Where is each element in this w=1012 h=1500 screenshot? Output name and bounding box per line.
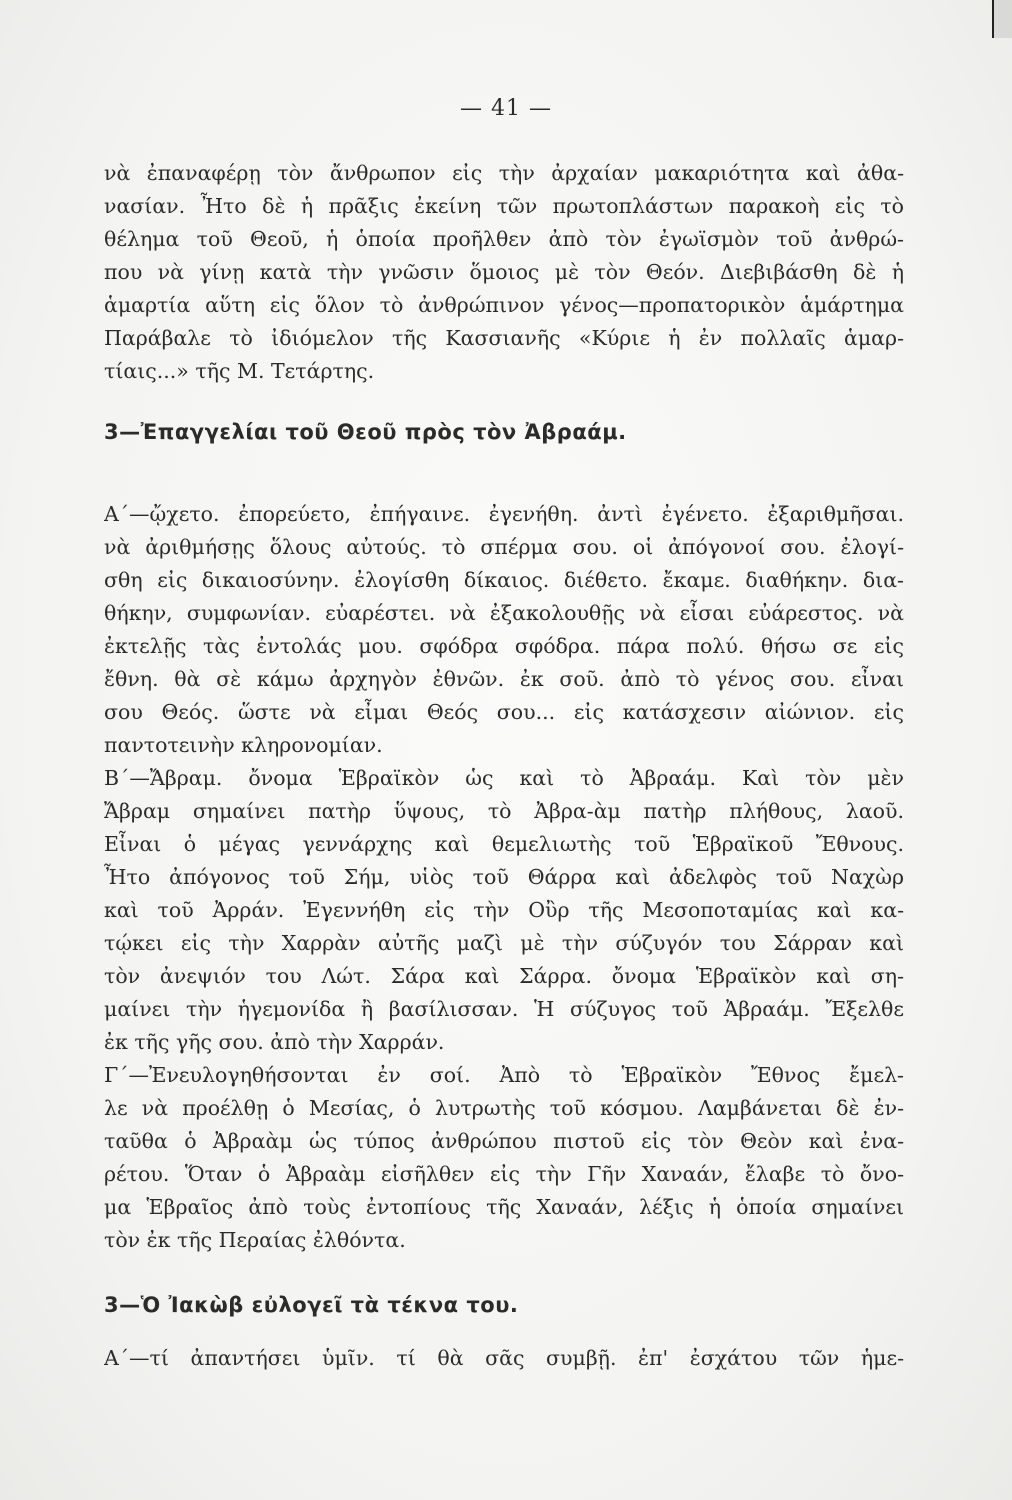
text-line: θήκην, συμφωνίαν. εὐαρέστει. νὰ ἐξακολουθῇς νὰ εἶσαι εὐάρεστος. νὰ (104, 601, 904, 625)
text-line: ταῦθα ὁ Ἀβραὰμ ὡς τύπος ἀνθρώπου πιστοῦ εἰς τὸν Θεὸν καὶ ἐνα- (104, 1129, 904, 1153)
text-line: ἁμαρτία αὕτη εἰς ὅλον τὸ ἀνθρώπινον γένος—προπατορικὸν ἁμάρτημα (104, 293, 904, 317)
text-line: ἐκ τῆς γῆς σου. ἀπὸ τὴν Χαρράν. (104, 1030, 445, 1054)
text-line: Εἶναι ὁ μέγας γεννάρχης καὶ θεμελιωτὴς τοῦ Ἑβραϊκοῦ Ἔθνους. (104, 832, 904, 856)
text-line: σθη εἰς δικαιοσύνην. ἐλογίσθη δίκαιος. διέθετο. ἔκαμε. διαθήκην. δια- (104, 568, 904, 592)
notes-section (104, 498, 904, 1257)
final-paragraph (104, 1342, 904, 1375)
text-line: καὶ τοῦ Ἀρράν. Ἐγεννήθη εἰς τὴν Οὒρ τῆς Μεσοποταμίας καὶ κα- (104, 898, 904, 922)
text-line: τὸν ἀνεψιόν του Λώτ. Σάρα καὶ Σάρρα. ὄνομα Ἑβραϊκὸν καὶ ση- (104, 964, 904, 988)
text-line: Ἦτο ἀπόγονος τοῦ Σήμ, υἱὸς τοῦ Θάρρα καὶ ἀδελφὸς τοῦ Ναχὼρ (104, 865, 904, 889)
text-line: νασίαν. Ἦτο δὲ ἡ πρᾶξις ἐκείνη τῶν πρωτοπλάστων παρακοὴ εἰς τὸ (104, 194, 904, 218)
intro-paragraph (104, 157, 904, 388)
text-line: σου Θεός. ὥστε νὰ εἶμαι Θεός σου... εἰς κατάσχεσιν αἰώνιον. εἰς (104, 700, 904, 724)
text-line: νὰ ἀριθμήσῃς ὅλους αὐτούς. τὸ σπέρμα σου. οἱ ἀπόγονοί σου. ἐλογί- (104, 535, 904, 559)
page-number: — 41 — (460, 96, 552, 121)
text-line: θέλημα τοῦ Θεοῦ, ἡ ὁποία προῆλθεν ἀπὸ τὸν ἐγωϊσμὸν τοῦ ἀνθρώ- (104, 227, 904, 251)
text-line: λε νὰ προέλθῃ ὁ Μεσίας, ὁ λυτρωτὴς τοῦ κόσμου. Λαμβάνεται δὲ ἐν- (104, 1096, 904, 1120)
text-line: ρέτου. Ὅταν ὁ Ἀβραὰμ εἰσῆλθεν εἰς τὴν Γῆν Χαναάν, ἔλαβε τὸ ὄνο- (104, 1162, 904, 1186)
text-line: Γ΄—Ἐνευλογηθήσονται ἐν σοί. Ἀπὸ τὸ Ἑβραϊκὸν Ἔθνος ἔμελ- (104, 1063, 904, 1087)
text-line: που νὰ γίνῃ κατὰ τὴν γνῶσιν ὅμοιος μὲ τὸν Θεόν. Διεβιβάσθη δὲ ἡ (104, 260, 904, 284)
text-line: τίαις...» τῆς Μ. Τετάρτης. (104, 359, 375, 383)
text-line: τῴκει εἰς τὴν Χαρρὰν αὐτῆς μαζὶ μὲ τὴν σύζυγόν του Σάρραν καὶ (104, 931, 904, 955)
text-line: μα Ἑβραῖος ἀπὸ τοὺς ἐντοπίους τῆς Χαναάν, λέξις ἡ ὁποία σημαίνει (104, 1195, 904, 1219)
text-line: ἐκτελῇς τὰς ἐντολάς μου. σφόδρα σφόδρα. πάρα πολύ. θήσω σε εἰς (104, 634, 904, 658)
text-line: παντοτεινὴν κληρονομίαν. (104, 733, 383, 757)
text-line: ἔθνη. θὰ σὲ κάμω ἀρχηγὸν ἐθνῶν. ἐκ σοῦ. ἀπὸ τὸ γένος σου. εἶναι (104, 667, 904, 691)
section-heading-promises: 3—Ἐπαγγελίαι τοῦ Θεοῦ πρὸς τὸν Ἀβραάμ. (104, 420, 627, 444)
text-line: νὰ ἐπαναφέρῃ τὸν ἄνθρωπον εἰς τὴν ἀρχαίαν μακαριότητα καὶ ἀθα- (104, 161, 904, 185)
section-heading-jacob: 3—Ὁ Ἰακὼβ εὐλογεῖ τὰ τέκνα του. (104, 1293, 519, 1317)
binding-edge (992, 0, 1012, 38)
text-line: Α΄—τί ἀπαντήσει ὑμῖν. τί θὰ σᾶς συμβῇ. ἐπ' ἐσχάτου τῶν ἡμε- (104, 1346, 904, 1370)
text-line: τὸν ἐκ τῆς Περαίας ἐλθόντα. (104, 1228, 406, 1252)
text-line: Β΄—Ἄβραμ. ὄνομα Ἑβραϊκὸν ὡς καὶ τὸ Ἀβραάμ. Καὶ τὸν μὲν (104, 766, 904, 790)
text-line: Α΄—ᾤχετο. ἐπορεύετο, ἐπήγαινε. ἐγενήθη. ἀντὶ ἐγένετο. ἐξαριθμῆσαι. (104, 502, 904, 526)
text-line: μαίνει τὴν ἡγεμονίδα ἢ βασίλισσαν. Ἡ σύζυγος τοῦ Ἀβραάμ. Ἔξελθε (104, 997, 904, 1021)
text-line: Παράβαλε τὸ ἰδιόμελον τῆς Κασσιανῆς «Κύριε ἡ ἐν πολλαῖς ἁμαρ- (104, 326, 904, 350)
text-line: Ἄβραμ σημαίνει πατὴρ ὕψους, τὸ Ἀβρα-ὰμ πατὴρ πλήθους, λαοῦ. (104, 799, 904, 823)
